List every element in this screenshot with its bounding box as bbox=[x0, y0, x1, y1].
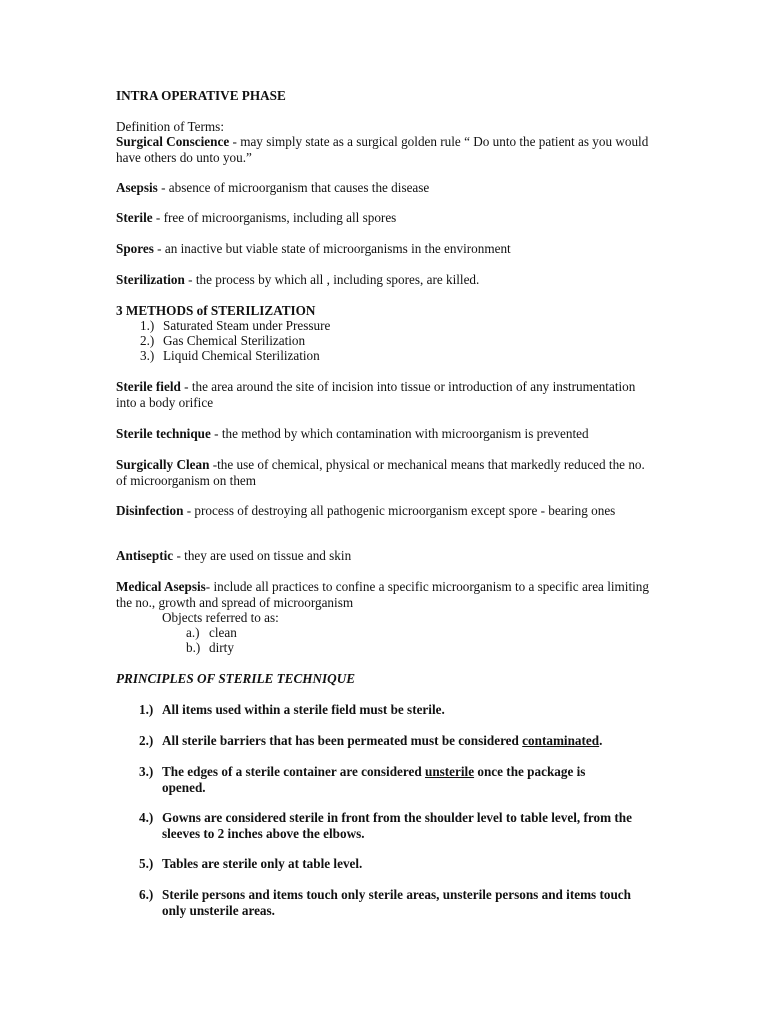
definition-text: they are used on tissue and skin bbox=[184, 548, 352, 563]
definition-sterile bbox=[116, 210, 656, 226]
definition-separator: - bbox=[152, 210, 164, 225]
principle-number: 6.) bbox=[139, 887, 154, 902]
definition-separator: - bbox=[157, 180, 169, 195]
definition-surgical-conscience bbox=[116, 134, 656, 165]
definition-separator: - bbox=[205, 579, 214, 594]
definition-text: process of destroying all pathogenic microorganism except spore - bearing ones bbox=[194, 503, 616, 518]
principle-text-main: All sterile barriers that has been permeated must be considered bbox=[162, 733, 523, 748]
definition-term: Disinfection bbox=[116, 503, 184, 518]
principle-item bbox=[139, 733, 669, 749]
principle-text-main: All items used within a sterile field must be sterile. bbox=[162, 702, 445, 717]
principle-text-main: The edges of a sterile container are considered bbox=[162, 764, 425, 779]
principle-text bbox=[162, 887, 642, 918]
objects-label: Objects referred to as: bbox=[162, 610, 279, 625]
principle-number: 5.) bbox=[139, 856, 154, 871]
definition-disinfection bbox=[116, 503, 656, 519]
object-text: clean bbox=[209, 625, 237, 640]
principle-underlined-term: contaminated bbox=[522, 733, 600, 748]
principles-heading: PRINCIPLES OF STERILE TECHNIQUE bbox=[116, 671, 356, 686]
definition-asepsis bbox=[116, 180, 656, 196]
definition-spores bbox=[116, 241, 656, 257]
definition-separator: - bbox=[183, 503, 195, 518]
method-number: 2.) bbox=[140, 333, 155, 348]
definition-sterilization bbox=[116, 272, 656, 288]
definition-term: Sterile bbox=[116, 210, 153, 225]
definition-term: Sterilization bbox=[116, 272, 185, 287]
definition-medical-asepsis bbox=[116, 579, 656, 610]
definition-term: Asepsis bbox=[116, 180, 158, 195]
method-text: Liquid Chemical Sterilization bbox=[163, 348, 320, 363]
definition-separator: - bbox=[153, 241, 165, 256]
principle-number: 1.) bbox=[139, 702, 154, 717]
principle-text-end: once the package is opened. bbox=[162, 764, 586, 795]
definition-antiseptic bbox=[116, 548, 656, 564]
definition-term: Sterile field bbox=[116, 379, 181, 394]
principle-text bbox=[162, 856, 662, 872]
definition-term: Antiseptic bbox=[116, 548, 174, 563]
methods-heading: 3 METHODS of STERILIZATION bbox=[116, 303, 316, 318]
definition-text: may simply state as a surgical golden rule “ Do unto the patient as you would have others do unto you.” bbox=[116, 134, 649, 165]
method-number: 3.) bbox=[140, 348, 155, 363]
definition-text: the area around the site of incision into tissue or introduction of any instrumentation into a body orifice bbox=[116, 379, 636, 410]
definition-surgically-clean bbox=[116, 457, 656, 488]
definition-term: Surgical Conscience bbox=[116, 134, 230, 149]
definition-text: the use of chemical, physical or mechanical means that markedly reduced the no. of microorganism on them bbox=[116, 457, 645, 488]
definition-separator: - bbox=[209, 457, 218, 472]
principle-text bbox=[162, 810, 662, 841]
principle-text-end: . bbox=[599, 733, 603, 748]
definition-text: free of microorganisms, including all spores bbox=[163, 210, 397, 225]
principle-item bbox=[139, 856, 669, 872]
object-letter: a.) bbox=[186, 625, 200, 640]
method-text: Gas Chemical Sterilization bbox=[163, 333, 306, 348]
principle-item bbox=[139, 887, 669, 919]
definition-separator: - bbox=[229, 134, 241, 149]
principle-number: 2.) bbox=[139, 733, 154, 748]
principle-text-main: Gowns are considered sterile in front from the shoulder level to table level, from the sleeves to 2 inches above the elbows. bbox=[162, 810, 632, 841]
definition-sterile-field bbox=[116, 379, 656, 410]
principle-item bbox=[139, 702, 669, 718]
method-text: Saturated Steam under Pressure bbox=[163, 318, 331, 333]
definition-text: include all practices to confine a specific microorganism to a specific area limiting the no., growth and spread of microorganism bbox=[116, 579, 649, 610]
definition-text: the method by which contamination with microorganism is prevented bbox=[221, 426, 589, 441]
principle-text bbox=[162, 702, 662, 718]
definition-term: Surgically Clean bbox=[116, 457, 210, 472]
definition-text: the process by which all , including spores, are killed. bbox=[195, 272, 480, 287]
definition-term: Spores bbox=[116, 241, 154, 256]
definition-text: an inactive but viable state of microorganisms in the environment bbox=[164, 241, 511, 256]
principle-text-main: Tables are sterile only at table level. bbox=[162, 856, 363, 871]
principle-number: 3.) bbox=[139, 764, 154, 779]
definition-term: Medical Asepsis bbox=[116, 579, 206, 594]
principle-text-main: Sterile persons and items touch only sterile areas, unsterile persons and items touch only unsterile areas. bbox=[162, 887, 631, 918]
method-number: 1.) bbox=[140, 318, 155, 333]
principle-item bbox=[139, 764, 669, 796]
principle-underlined-term: unsterile bbox=[424, 764, 475, 779]
definition-separator: - bbox=[180, 379, 192, 394]
definitions-heading: Definition of Terms: bbox=[116, 119, 224, 134]
principle-text bbox=[162, 764, 632, 795]
definition-separator: - bbox=[173, 548, 185, 563]
principle-item bbox=[139, 810, 669, 842]
definition-term: Sterile technique bbox=[116, 426, 211, 441]
principle-number: 4.) bbox=[139, 810, 154, 825]
definition-sterile-technique bbox=[116, 426, 656, 442]
definition-separator: - bbox=[184, 272, 196, 287]
definition-separator: - bbox=[210, 426, 222, 441]
object-letter: b.) bbox=[186, 640, 201, 655]
document-title: INTRA OPERATIVE PHASE bbox=[116, 88, 286, 103]
principle-text bbox=[162, 733, 662, 749]
definition-text: absence of microorganism that causes the disease bbox=[168, 180, 430, 195]
object-text: dirty bbox=[209, 640, 234, 655]
